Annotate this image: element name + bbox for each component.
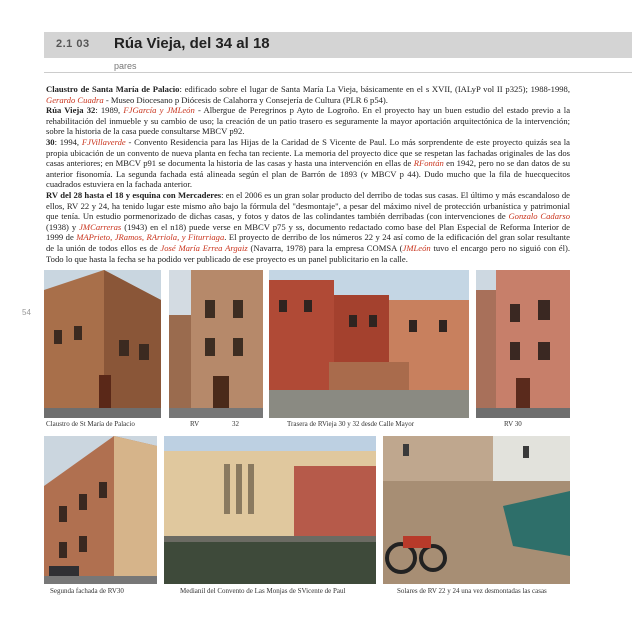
caption-32: 32 — [232, 420, 239, 428]
paragraph — [46, 137, 570, 190]
author-name: José María Errea Argaiz — [160, 242, 248, 253]
photo-medianil — [164, 436, 376, 584]
text-run: : 1989, — [95, 105, 124, 116]
bold-lead: 30 — [46, 136, 55, 147]
text-run: - Albergue de Peregrinos p Ayto de Logroño. En el proyecto hay un buen estudio del estado previo a la rehabilitación del inmueble y su cambio de uso; la creación de un patio trasero es seguramente la mayor aportación arquitectónica de la intervención; sobre la historia de la casa puede consultarse MBCV p92. — [46, 105, 571, 137]
author-name: Gonzalo Cadarso — [508, 211, 570, 222]
text-run: - Museo Diocesano p Diócesis de Calahorra y Consejería de Cultura (PLR 6 p54). — [103, 94, 388, 105]
text-run: - Convento Residencia para las Hijas de la Caridad de S Vicente de Paul. Lo más sorprendente de este proyecto quizás sea la propia ubicación de un convento de nueva planta en fecha tan reciente. La memoria del proyecto dice que se respetan las fachadas originales de las dos casas anteriores; en MBCV p91 se documenta la historia de las casas y hasta una intervención en ellas de — [46, 136, 570, 169]
text-run: en 1942, pero no se dan datos de su anterior fisonomía. La segunda fachada está alineada según el plan de Barrón de 1893 (v MBCV p 44). Dudo mucho que la fila de huecquecitos cuadrados estuviera en la fachada anterior. — [46, 158, 570, 190]
text-run: : 1994, — [54, 136, 82, 147]
text-run: (1943) en el n18) puede verse en MBCV p75 y ss, documento redactado como base del Plan Especial de Reforma Interior de 1999 de — [46, 221, 570, 243]
section-number: 2.1 03 — [56, 38, 90, 50]
author-name: JMCarreras — [79, 221, 122, 232]
text-run: (1938) y — [46, 221, 80, 232]
bold-lead: Claustro de Santa María de Palacio — [46, 84, 180, 94]
page-number: 54 — [22, 308, 31, 317]
caption-solares: Solares de RV 22 y 24 una vez desmontadas las casas — [397, 587, 547, 595]
header-divider — [44, 72, 632, 73]
text-run: . El proyecto de derribo de los números 22 y 24 así como de la edificación del gran solar resultante de la unión de todos ellos es de — [46, 232, 570, 253]
photo-trasera — [269, 270, 469, 418]
text-run: : edificado sobre el lugar de Santa María La Vieja, básicamente en el s XVII, (IALyP vol II p325); 1988-1998, — [179, 84, 570, 94]
caption-medianil: Medianil del Convento de Las Monjas de SVicente de Paul — [180, 587, 346, 595]
text-run: tuvo el encargo pero no siguió con él). Todo lo que hasta la fecha se ha podido ver publicado de ese proyecto es un panel publicitario en la calle. — [46, 242, 571, 264]
photo-solares — [383, 436, 570, 584]
text-run: (Navarra, 1978) para la empresa COMSA ( — [247, 242, 403, 253]
author-name: Gerardo Cuadra — [46, 94, 104, 105]
paragraph — [46, 190, 570, 264]
author-name: FJVillaverde — [81, 136, 126, 147]
caption-rv30: RV 30 — [504, 420, 522, 428]
bold-lead: RV del 28 hasta el 18 y esquina con Mercaderes — [46, 189, 222, 200]
caption-segunda-fachada: Segunda fachada de RV30 — [50, 587, 124, 595]
photo-claustro — [44, 270, 161, 418]
photo-segunda-fachada — [44, 436, 157, 584]
author-name: JMLeón — [402, 242, 431, 253]
page-title: Rúa Vieja, del 34 al 18 — [114, 35, 270, 52]
caption-trasera: Trasera de RVieja 30 y 32 desde Calle Mayor — [287, 420, 415, 428]
bold-lead: Rúa Vieja 32 — [46, 105, 96, 116]
paragraph — [46, 84, 570, 105]
page-header — [44, 32, 632, 58]
body-text — [46, 84, 570, 264]
paragraph — [46, 105, 570, 137]
page-subtitle: pares — [114, 61, 137, 71]
author-name: FJGarcía y JMLeón — [123, 105, 195, 116]
photo-rv30 — [476, 270, 570, 418]
author-name: MAPrieto, JRamos, RArriola, y Fiturriaga — [76, 232, 225, 243]
author-name: RFontán — [413, 158, 444, 169]
caption-claustro: Claustro de St María de Palacio — [46, 420, 135, 428]
text-run: : en el 2006 es un gran solar producto del derribo de todas sus casas. El último y más escandaloso de ellos, RV 22 y 24, ha tenido lugar este mismo año bajo la fórmula del "desmontaje", a pesar del máximo nivel de protección urbanística y patrimonial que tenía. Un estudio pormenorizado de dichas casas, y fotos y datos de las colindantes también derribadas (con intervenciones de — [46, 189, 570, 222]
photo-rv32 — [169, 270, 263, 418]
caption-rv: RV — [190, 420, 200, 428]
